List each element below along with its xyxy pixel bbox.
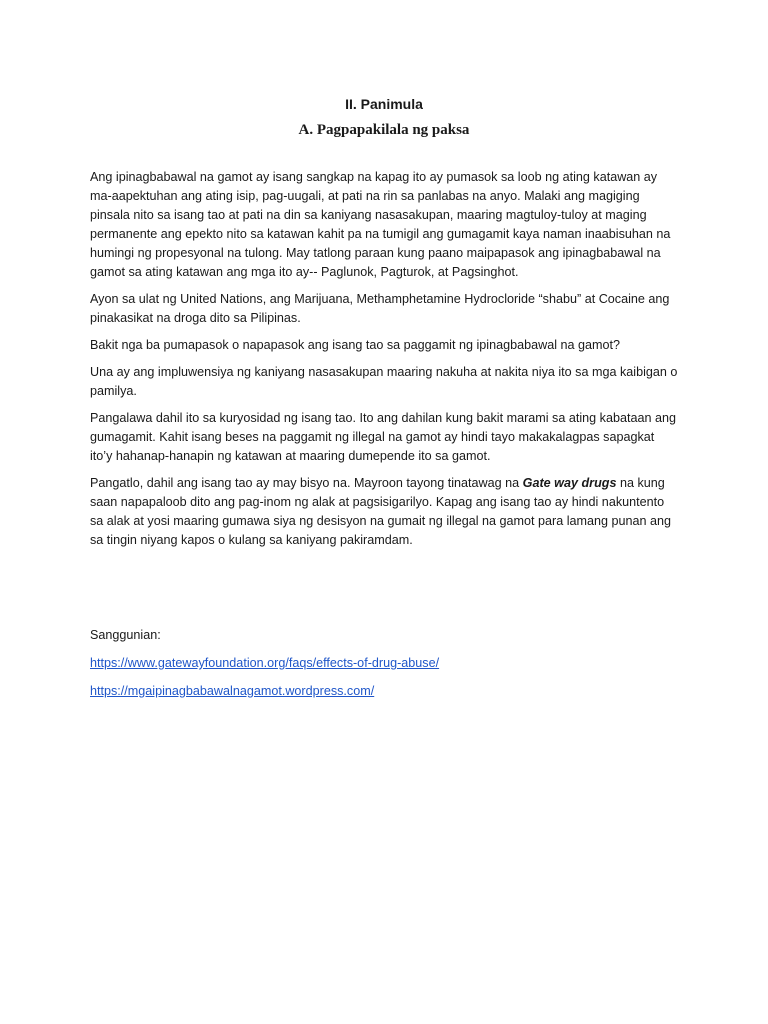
third-reason-text-start: Pangatlo, dahil ang isang tao ay may bisyo na. Mayroon tayong tinatawag na <box>90 476 523 490</box>
section-title: II. Panimula <box>345 96 423 112</box>
reference-link-gateway-foundation[interactable]: https://www.gatewayfoundation.org/faqs/effects-of-drug-abuse/ <box>90 656 440 670</box>
gateway-drugs-emphasis: Gate way drugs <box>522 476 617 490</box>
paragraph-introduction: Ang ipinagbabawal na gamot ay isang sangkap na kapag ito ay pumasok sa loob ng ating katawan ay ma-aapektuhan ang ating isip, pag-uugali, at pati na rin sa panlabas na anyo. Malaki ang magiging pinsala nito sa isang tao at pati na din sa kaniyang nasasakupan, maaring magtuloy-tuloy at maging permanente ang epekto nito sa katawan kahit pa na tumigil ang gumagamit kaya naman inaabisuhan na humingi ng propesyonal na tulong. May tatlong paraan kung paano maipapasok ang ipinagbabawal na gamot sa ating katawan ang mga ito ay-- Paglunok, Pagturok, at Pagsinghot. <box>90 170 671 279</box>
reference-item-1 <box>90 654 678 673</box>
references-section <box>90 626 678 710</box>
reference-item-2 <box>90 682 678 701</box>
references-label: Sanggunian: <box>90 628 161 642</box>
paragraph-un-report: Ayon sa ulat ng United Nations, ang Marijuana, Methamphetamine Hydrocloride “shabu” at Cocaine ang pinakasikat na droga dito sa Pilipinas. <box>90 292 670 325</box>
third-reason-text-end: na kung saan napapaloob dito ang pag-inom ng alak at pagsisigarilyo. Kapag ang isang tao ay hindi nakuntento sa alak at yosi maaring gumawa siya ng desisyon na gumait ng illegal na gamot para lamang punan ang sa tingin niyang kapos o kulang sa kaniyang pakiramdam. <box>90 476 672 547</box>
reference-link-wordpress[interactable]: https://mgaipinagbabawalnagamot.wordpress.com/ <box>90 684 375 698</box>
paragraph-third-reason <box>90 474 678 550</box>
paragraph-first-reason: Una ay ang impluwensiya ng kaniyang nasasakupan maaring nakuha at nakita niya ito sa mga kaibigan o pamilya. <box>90 365 678 398</box>
paragraph-second-reason: Pangalawa dahil ito sa kuryosidad ng isang tao. Ito ang dahilan kung bakit marami sa ating kabataan ang gumagamit. Kahit isang beses na paggamit ng illegal na gamot ay hindi tayo makakalagpas sapagkat ito’y hahanap-hanapin ng katawan at maaring dumepende ito sa gamot. <box>90 411 676 463</box>
body-text <box>90 168 678 558</box>
subsection-title: A. Pagpapakilala ng paksa <box>298 122 470 138</box>
paragraph-question: Bakit nga ba pumapasok o napapasok ang isang tao sa paggamit ng ipinagbabawal na gamot? <box>90 338 621 352</box>
